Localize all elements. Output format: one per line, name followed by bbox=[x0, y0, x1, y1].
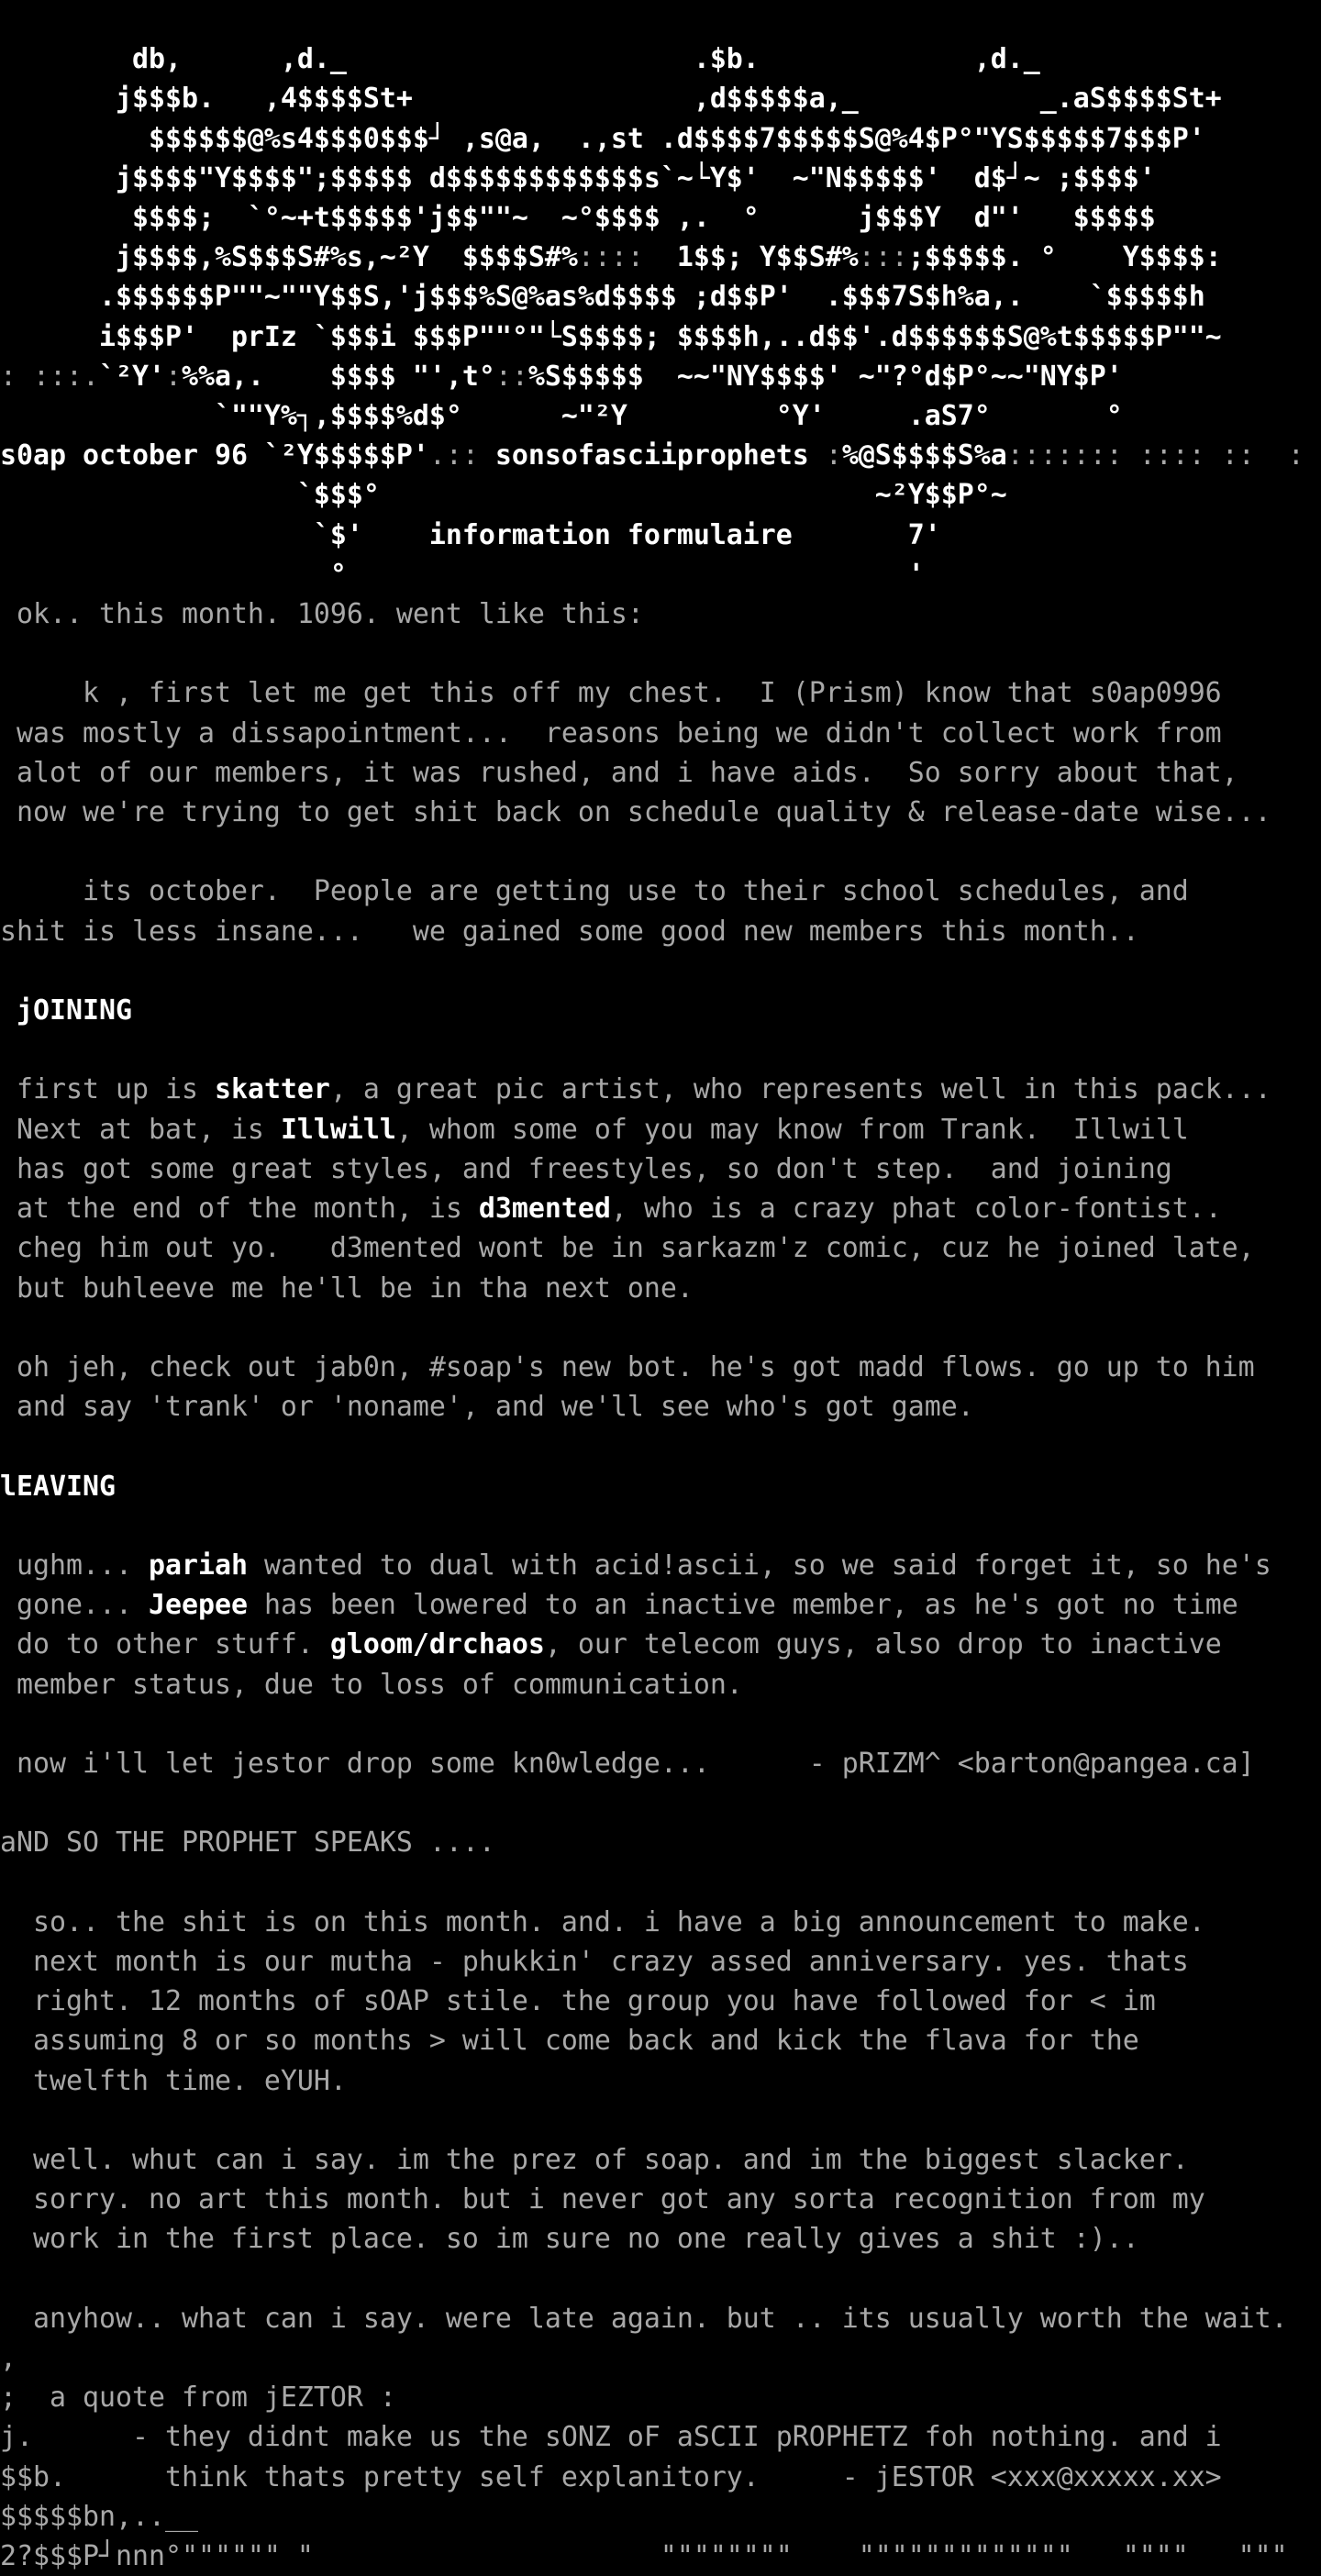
ascii-bright-segment: $$$$$$@%s4$$$0$$$┘ ,s@a, .,st .d$$$$7$$$$$S@%4$P°"YS$$$$$7$$$P' bbox=[0, 122, 1205, 155]
ascii-text-segment: first up is bbox=[0, 1073, 215, 1106]
ascii-text-segment: $$$$$bn,..__ bbox=[0, 2500, 198, 2533]
ascii-text-segment: ::::::: :::: :: : bbox=[1006, 439, 1304, 472]
ascii-bright-segment: %@S$$$$S%a bbox=[841, 439, 1007, 472]
ascii-text-segment: wanted to dual with acid!ascii, so we said forget it, so he's bbox=[247, 1549, 1271, 1582]
ascii-bright-segment: skatter bbox=[214, 1073, 330, 1106]
ascii-bright-segment: %S$$$$$ ~~"NY$$$$' ~"?°d$P°~~"NY$P' bbox=[527, 360, 1123, 393]
ascii-bright-segment: ° ' bbox=[0, 558, 925, 591]
ascii-text-segment: :: bbox=[494, 360, 528, 393]
ascii-text-segment: shit is less insane... we gained some good new members this month.. bbox=[0, 915, 1139, 948]
ascii-text-segment: has been lowered to an inactive member, as he's got no time bbox=[247, 1589, 1238, 1622]
ascii-bright-segment: $$$$; `°~+t$$$$$'j$$""~ ~°$$$$ ,. ° j$$$Y d"' $$$$$ bbox=[0, 202, 1156, 235]
ascii-text-segment: ::: bbox=[858, 241, 908, 274]
ascii-bright-segment: `$' information formulaire 7' bbox=[0, 518, 941, 551]
ascii-bright-segment: Jeepee bbox=[148, 1589, 248, 1622]
ascii-text-segment: so.. the shit is on this month. and. i have a big announcement to make. bbox=[0, 1905, 1205, 1938]
ascii-bright-segment: 1$$; Y$$S#% bbox=[643, 241, 859, 274]
ascii-text-segment: oh jeh, check out jab0n, #soap's new bot. he's got madd flows. go up to him bbox=[0, 1350, 1255, 1383]
ascii-bright-segment: ;$$$$$. ° Y$$$$: bbox=[907, 241, 1222, 274]
ascii-bright-segment: gloom/drchaos bbox=[329, 1628, 545, 1661]
ascii-text-segment: right. 12 months of sOAP stile. the group you have followed for < im bbox=[0, 1985, 1156, 2018]
ascii-text-segment: gone... bbox=[0, 1589, 149, 1622]
ascii-bright-segment: %%a,. $$$$ "',t° bbox=[181, 360, 495, 393]
ascii-text-segment: anyhow.. what can i say. were late again. but .. its usually worth the wait. bbox=[0, 2302, 1288, 2335]
ascii-text-segment: at the end of the month, is bbox=[0, 1193, 479, 1226]
ascii-text-segment: , our telecom guys, also drop to inactive bbox=[544, 1628, 1222, 1661]
ascii-bright-segment: j$$$$"Y$$$$";$$$$$ d$$$$$$$$$$$$s`~└Y$' ~"N$$$$$' d$┘~ ;$$$$' bbox=[0, 161, 1156, 194]
ascii-text-segment: work in the first place. so im sure no one really gives a shit :).. bbox=[0, 2223, 1139, 2256]
ascii-text-segment: ok.. this month. 1096. went like this: bbox=[0, 598, 644, 631]
ascii-text-segment: aND SO THE PROPHET SPEAKS .... bbox=[0, 1827, 495, 1860]
ascii-text-segment: has got some great styles, and freestyles, so don't step. and joining bbox=[0, 1152, 1172, 1185]
ascii-bright-segment: .$$$$$$P""~""Y$$S,'j$$$%S@%as%d$$$$ ;d$$P' .$$$7S$h%a,. `$$$$$h bbox=[0, 281, 1205, 314]
ascii-text-segment: , whom some of you may know from Trank. Illwill bbox=[395, 1113, 1189, 1146]
ascii-bright-segment: i$$$P' prIz `$$$i $$$P""°"└S$$$$; $$$$h,..d$$'.d$$$$$$S@%t$$$$$P""~ bbox=[0, 320, 1222, 353]
ascii-text-segment: Next at bat, is bbox=[0, 1113, 281, 1146]
ascii-text-segment: : :::. bbox=[0, 360, 99, 393]
ascii-text-segment: .:: bbox=[428, 439, 479, 472]
ascii-bright-segment: j$$$b. ,4$$$$St+ ,d$$$$$a,_ _.aS$$$$St+ bbox=[0, 83, 1222, 116]
ascii-text-segment: cheg him out yo. d3mented wont be in sarkazm'z comic, cuz he joined late, bbox=[0, 1232, 1255, 1265]
ascii-text-segment: j. - they didnt make us the sONZ oF aSCII pROPHETZ foh nothing. and i bbox=[0, 2421, 1222, 2454]
ascii-text-segment: its october. People are getting use to their school schedules, and bbox=[0, 875, 1189, 908]
ascii-text-segment: : bbox=[164, 360, 182, 393]
ascii-text-segment: member status, due to loss of communication. bbox=[0, 1668, 743, 1701]
ascii-bright-segment: Illwill bbox=[280, 1113, 396, 1146]
ascii-bright-segment: db, ,d._ .$b. ,d._ bbox=[0, 43, 1040, 76]
ascii-text-segment: ughm... bbox=[0, 1549, 149, 1582]
ascii-text-segment: now we're trying to get shit back on schedule quality & release-date wise... bbox=[0, 796, 1271, 829]
ascii-bright-segment: pariah bbox=[148, 1549, 248, 1582]
ascii-text-segment: , bbox=[0, 2341, 17, 2374]
ascii-text-segment: , a great pic artist, who represents well in this pack... bbox=[329, 1073, 1271, 1106]
ascii-text-segment: well. whut can i say. im the prez of soap. and im the biggest slacker. bbox=[0, 2143, 1189, 2176]
ascii-bright-segment: s0ap october 96 `²Y$$$$$P' bbox=[0, 439, 429, 472]
ascii-text-segment: : bbox=[825, 439, 842, 472]
ascii-bright-segment: `$$$° ~²Y$$P°~ bbox=[0, 479, 1007, 512]
ascii-text-segment: alot of our members, it was rushed, and i have aids. So sorry about that, bbox=[0, 756, 1238, 789]
ascii-text-segment: sorry. no art this month. but i never got any sorta recognition from my bbox=[0, 2183, 1205, 2216]
ascii-bright-segment: `""Y%┐,$$$$%d$° ~"²Y °Y' .aS7° ° bbox=[0, 400, 1123, 433]
ascii-text-segment: next month is our mutha - phukkin' crazy assed anniversary. yes. thats bbox=[0, 1945, 1189, 1978]
ascii-text-segment: do to other stuff. bbox=[0, 1628, 330, 1661]
ascii-bright-segment: jOINING bbox=[0, 994, 132, 1027]
ascii-text-segment: ; a quote from jEZTOR : bbox=[0, 2382, 396, 2415]
ascii-bright-segment: j$$$$,%S$$$S#%s,~²Y $$$$S#% bbox=[0, 241, 578, 274]
ascii-text-segment: 2?$$$P┘nnn°"""""" " """""""" """"""""""""" """" """ bbox=[0, 2540, 1288, 2572]
ascii-text-segment: but buhleeve me he'll be in tha next one. bbox=[0, 1271, 694, 1305]
ascii-bright-segment: d3mented bbox=[478, 1193, 611, 1226]
ascii-text-segment: $$b. think thats pretty self explanitory. - jESTOR <xxx@xxxxx.xx> bbox=[0, 2460, 1222, 2493]
ascii-text-segment: was mostly a dissapointment... reasons being we didn't collect work from bbox=[0, 716, 1222, 749]
ascii-bright-segment: lEAVING bbox=[0, 1470, 116, 1503]
ascii-text-segment: assuming 8 or so months > will come back and kick the flava for the bbox=[0, 2025, 1139, 2058]
ascii-text-segment: k , first let me get this off my chest. I (Prism) know that s0ap0996 bbox=[0, 677, 1222, 710]
ascii-text-segment: , who is a crazy phat color-fontist.. bbox=[610, 1193, 1222, 1226]
ascii-text-segment: twelfth time. eYUH. bbox=[0, 2064, 347, 2097]
ascii-text-segment: and say 'trank' or 'noname', and we'll see who's got game. bbox=[0, 1391, 974, 1424]
ascii-bright-segment: sonsofasciiprophets bbox=[478, 439, 826, 472]
ascii-bright-segment: `²Y' bbox=[98, 360, 165, 393]
ascii-text-segment: :::: bbox=[577, 241, 644, 274]
ascii-text-segment: now i'll let jestor drop some kn0wledge... - pRIZM^ <barton@pangea.ca] bbox=[0, 1747, 1255, 1780]
